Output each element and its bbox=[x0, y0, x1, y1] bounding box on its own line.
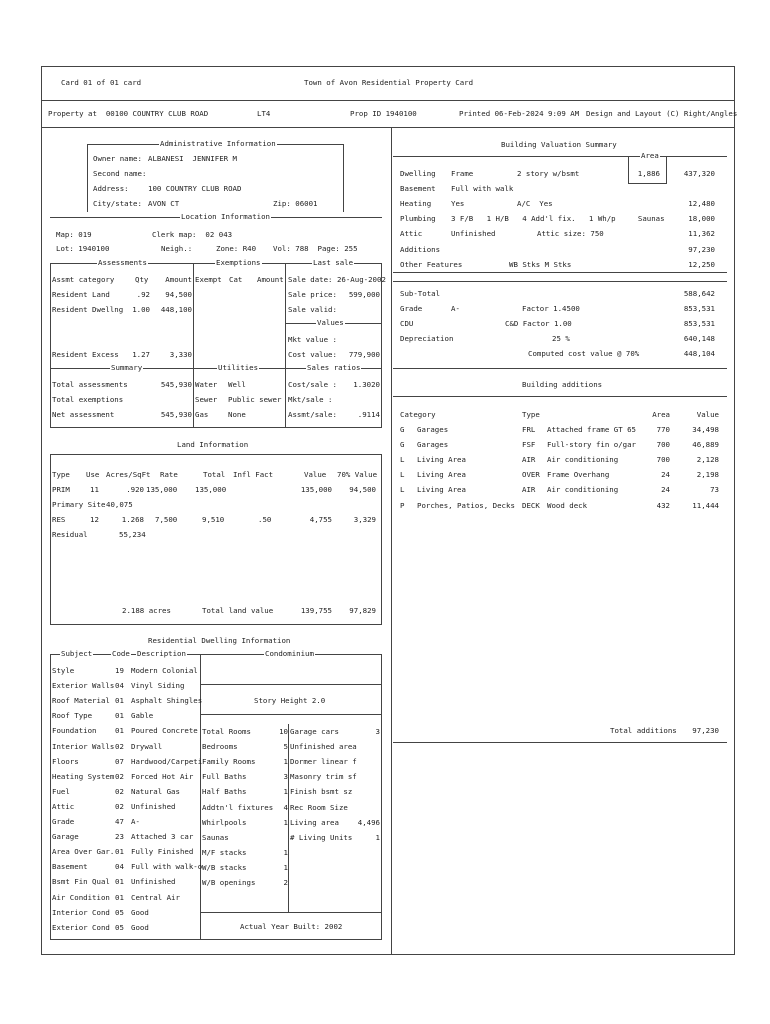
town-title: Town of Avon Residential Property Card bbox=[304, 78, 474, 87]
dwelling-code: 19 bbox=[115, 666, 124, 675]
dwelling-code: 02 bbox=[115, 741, 124, 751]
zone-value: Zone: R40 bbox=[216, 244, 257, 253]
assessments-title: Assessments bbox=[98, 258, 147, 267]
room-label: Total Rooms bbox=[202, 727, 251, 736]
second-name-label: Second name: bbox=[93, 169, 147, 178]
valuation-label: Attic bbox=[400, 229, 423, 239]
exemptions-title: Exemptions bbox=[216, 258, 261, 267]
assmt-sale-label: Assmt/sale: bbox=[288, 410, 337, 419]
land-use: 12 bbox=[90, 515, 99, 524]
room-label: W/B stacks bbox=[202, 862, 247, 872]
description-header: Description bbox=[137, 649, 186, 658]
dwelling-description: Hardwood/Carpeti bbox=[131, 756, 203, 766]
computed-label: Computed cost value @ 70% bbox=[528, 349, 640, 358]
land-value-70: 3,329 bbox=[353, 515, 376, 524]
land-acres: 1.268 bbox=[121, 515, 144, 524]
addition-code: AIR bbox=[522, 485, 536, 495]
divider bbox=[41, 100, 735, 101]
rooms-bottom-line bbox=[200, 912, 382, 913]
depreciation-pct: 25 % bbox=[552, 334, 570, 343]
subject-header: Subject bbox=[61, 649, 93, 658]
city-value: AVON CT bbox=[148, 199, 180, 208]
land-total-value: 139,755 bbox=[300, 606, 332, 615]
area-label: # Living Units bbox=[290, 832, 353, 842]
valuation-amount: 12,480 bbox=[688, 199, 715, 209]
addition-area: 700 bbox=[656, 455, 670, 465]
land-acres-total: 2.188 acres bbox=[122, 606, 171, 615]
zip-value: Zip: 06001 bbox=[273, 199, 318, 208]
summary-title: Summary bbox=[111, 363, 143, 372]
valuation-title: Building Valuation Summary bbox=[501, 140, 617, 149]
land-header-type: Type bbox=[52, 470, 70, 479]
cdu-amount: 853,531 bbox=[683, 319, 715, 328]
dwelling-code: 02 bbox=[115, 801, 124, 811]
valuation-detail: WB Stks M Stks bbox=[509, 259, 572, 269]
area-label: Living area bbox=[290, 817, 339, 827]
condo-line bbox=[200, 714, 382, 715]
property-address: Property at 00100 COUNTRY CLUB ROAD bbox=[48, 109, 209, 118]
mkt-value-label: Mkt value : bbox=[288, 335, 337, 344]
area-label: Finish bsmt sz bbox=[290, 787, 353, 797]
water-value: Well bbox=[228, 380, 246, 389]
area-label: Masonry trim sf bbox=[290, 772, 357, 782]
neigh-label: Neigh.: bbox=[161, 244, 193, 253]
prop-id: Prop ID 1940100 bbox=[350, 109, 417, 118]
dwelling-code: 23 bbox=[115, 832, 124, 842]
room-label: W/B openings bbox=[202, 878, 256, 887]
land-type: Primary Site bbox=[52, 500, 106, 509]
addition-description: Frame Overhang bbox=[547, 470, 610, 480]
room-value: 5 bbox=[283, 742, 288, 752]
room-value: 1 bbox=[283, 862, 288, 872]
addition-code: DECK bbox=[522, 500, 540, 510]
addition-category: Garages bbox=[417, 440, 449, 450]
design-credit: Design and Layout (C) Right/Angles bbox=[586, 109, 738, 118]
land-value-70: 94,500 bbox=[349, 485, 376, 494]
dwelling-subject: Foundation bbox=[52, 726, 97, 736]
condo-line bbox=[200, 684, 382, 685]
dwelling-description: Modern Colonial bbox=[131, 666, 198, 675]
additions-header-value: Value bbox=[696, 410, 719, 419]
land-box bbox=[50, 454, 382, 625]
valuation-amount: 11,362 bbox=[688, 229, 715, 239]
dwelling-subject: Style bbox=[52, 666, 75, 675]
room-label: Saunas bbox=[202, 832, 229, 842]
addition-description: Wood deck bbox=[547, 500, 588, 510]
cost-value: 779,900 bbox=[348, 350, 380, 359]
condo-title: Condominium bbox=[265, 649, 314, 658]
addition-category: Living Area bbox=[417, 455, 466, 465]
dwelling-subject: Air Condition bbox=[52, 892, 110, 902]
dwelling-subject: Bsmt Fin Qual bbox=[52, 877, 110, 887]
valuation-label: Additions bbox=[400, 244, 441, 254]
addition-key: G bbox=[400, 425, 405, 434]
addition-area: 24 bbox=[661, 470, 670, 480]
area-label: Area bbox=[641, 151, 659, 160]
total-assessments-value: 545,930 bbox=[160, 380, 192, 389]
mkt-sale-label: Mkt/sale : bbox=[288, 395, 333, 404]
area-label: Unfinished area bbox=[290, 742, 357, 752]
sewer-label: Sewer bbox=[195, 395, 218, 404]
cost-sale-label: Cost/sale : bbox=[288, 380, 337, 389]
room-label: Bedrooms bbox=[202, 742, 238, 752]
addition-area: 432 bbox=[656, 500, 670, 510]
dwelling-code: 05 bbox=[115, 907, 124, 917]
dwelling-subject: Attic bbox=[52, 801, 75, 811]
dwelling-description: Unfinished bbox=[131, 877, 176, 887]
printed-date: Printed 06-Feb-2024 9:09 AM bbox=[459, 109, 580, 118]
sale-price-value: 599,000 bbox=[348, 290, 380, 299]
dwelling-subject: Exterior Walls bbox=[52, 681, 115, 691]
cd-factor: C&D Factor 1.00 bbox=[505, 319, 572, 328]
valuation-detail: Full with walk bbox=[451, 184, 514, 194]
land-total-70: 97,829 bbox=[349, 606, 376, 615]
assess-excess-amt: 3,330 bbox=[169, 350, 192, 359]
dwelling-description: A- bbox=[131, 817, 140, 826]
code-header: Code bbox=[112, 649, 130, 658]
land-type: PRIM bbox=[52, 485, 70, 494]
sales-ratios-title: Sales ratios bbox=[307, 363, 361, 372]
land-header-total: Total bbox=[203, 470, 226, 479]
dwelling-subject: Area Over Gar. bbox=[52, 847, 115, 857]
land-total-label: Total land value bbox=[202, 606, 274, 615]
lot-code: LT4 bbox=[257, 109, 271, 118]
dwelling-description: Good bbox=[131, 922, 149, 932]
room-label: Half Baths bbox=[202, 787, 247, 797]
dwelling-code: 47 bbox=[115, 817, 124, 826]
dwelling-code: 02 bbox=[115, 771, 124, 781]
area-label: Dormer linear f bbox=[290, 757, 357, 767]
net-assessment-value: 545,930 bbox=[160, 410, 192, 419]
land-infl: .50 bbox=[258, 515, 272, 524]
area-label: Garage cars bbox=[290, 727, 339, 736]
net-assessment-label: Net assessment bbox=[52, 410, 115, 419]
dwelling-description: Vinyl Siding bbox=[131, 681, 185, 691]
grid-divider bbox=[285, 263, 286, 428]
land-acres: .920 bbox=[126, 485, 144, 494]
addition-description: Air conditioning bbox=[547, 455, 619, 465]
total-assessments-label: Total assessments bbox=[52, 380, 128, 389]
dwelling-subject: Exterior Cond bbox=[52, 922, 110, 932]
dwelling-top-line bbox=[50, 654, 382, 655]
dwelling-code: 01 bbox=[115, 847, 124, 857]
addition-key: L bbox=[400, 485, 405, 495]
dwelling-description: Central Air bbox=[131, 892, 180, 902]
card-number: Card 01 of 01 card bbox=[61, 78, 142, 87]
addition-key: P bbox=[400, 500, 405, 510]
story-height: Story Height 2.0 bbox=[254, 696, 326, 705]
valuation-amount: 97,230 bbox=[688, 244, 715, 254]
room-value: 4 bbox=[283, 802, 288, 812]
addition-category: Living Area bbox=[417, 470, 466, 480]
dwelling-description: Unfinished bbox=[131, 801, 176, 811]
addition-code: AIR bbox=[522, 455, 536, 465]
subtotal-label: Sub-Total bbox=[400, 289, 441, 298]
addition-category: Porches, Patios, Decks bbox=[417, 500, 515, 510]
room-value: 3 bbox=[283, 772, 288, 782]
dwelling-subject: Fuel bbox=[52, 786, 70, 796]
admin-title: Administrative Information bbox=[160, 139, 276, 148]
valuation-detail-2: A/C Yes bbox=[517, 199, 553, 209]
dwelling-description: Asphalt Shingles bbox=[131, 696, 203, 706]
dwelling-subject: Floors bbox=[52, 756, 79, 766]
grade-value: A- bbox=[451, 304, 460, 313]
area-label: Rec Room Size bbox=[290, 802, 348, 812]
valuation-label: Plumbing bbox=[400, 214, 436, 224]
addition-key: G bbox=[400, 440, 405, 450]
location-title: Location Information bbox=[181, 212, 270, 221]
valuation-detail-2: 2 story w/bsmt bbox=[517, 169, 580, 178]
addition-description: Full-story fin o/gar bbox=[547, 440, 636, 450]
land-value: 4,755 bbox=[309, 515, 332, 524]
dwelling-code: 01 bbox=[115, 711, 124, 721]
land-header-70: 70% Value bbox=[337, 470, 378, 479]
area-value: 3 bbox=[375, 727, 380, 736]
clerk-map: Clerk map: 02 043 bbox=[152, 230, 233, 239]
assess-row-2-qty: 1.00 bbox=[132, 305, 150, 314]
dwelling-subject: Heating System bbox=[52, 771, 115, 781]
total-exemptions-label: Total exemptions bbox=[52, 395, 124, 404]
subtotal-value: 588,642 bbox=[683, 289, 715, 298]
addition-area: 700 bbox=[656, 440, 670, 450]
dwelling-description: Fully Finished bbox=[131, 847, 194, 857]
land-acres: 40,075 bbox=[106, 500, 133, 509]
land-total: 135,000 bbox=[195, 485, 227, 494]
dwelling-code: 05 bbox=[115, 922, 124, 932]
room-label: Whirlpools bbox=[202, 817, 247, 827]
room-value: 10 bbox=[279, 727, 288, 736]
addition-value: 73 bbox=[710, 485, 719, 495]
assess-row-2-cat: Resident Dwellng bbox=[52, 305, 124, 314]
dwelling-description: Attached 3 car bbox=[131, 832, 194, 842]
valuation-amount: 12,250 bbox=[688, 259, 715, 269]
exempt-header: Exempt bbox=[195, 275, 222, 284]
computed-value: 448,104 bbox=[683, 349, 715, 358]
dwelling-subject: Garage bbox=[52, 832, 79, 842]
room-value: 2 bbox=[283, 878, 288, 887]
addition-category: Garages bbox=[417, 425, 449, 434]
addition-code: FSF bbox=[522, 440, 536, 450]
utilities-title: Utilities bbox=[218, 363, 259, 372]
addition-key: L bbox=[400, 470, 405, 480]
land-header-acres: Acres/SqFt bbox=[106, 470, 151, 479]
column-divider bbox=[391, 127, 392, 955]
assmt-sale-value: .9114 bbox=[357, 410, 380, 419]
dwelling-description: Drywall bbox=[131, 741, 163, 751]
sale-price-label: Sale price: bbox=[288, 290, 337, 299]
additions-title: Building additions bbox=[522, 380, 603, 389]
exempt-cat-header: Cat bbox=[229, 275, 243, 284]
land-rate: 7,500 bbox=[155, 515, 178, 524]
values-title: Values bbox=[317, 318, 344, 327]
dwelling-description: Forced Hot Air bbox=[131, 771, 194, 781]
lot-value: Lot: 1940100 bbox=[56, 244, 110, 253]
qty-header: Qty bbox=[135, 275, 149, 284]
assess-excess-cat: Resident Excess bbox=[52, 350, 119, 359]
room-label: M/F stacks bbox=[202, 847, 247, 857]
room-label: Full Baths bbox=[202, 772, 247, 782]
dwelling-subject: Roof Material bbox=[52, 696, 110, 706]
area-value: 1 bbox=[375, 832, 380, 842]
rooms-divider bbox=[288, 724, 289, 912]
addition-value: 2,198 bbox=[696, 470, 719, 480]
address-value: 100 COUNTRY CLUB ROAD bbox=[148, 184, 242, 193]
exempt-amount-header: Amount bbox=[257, 275, 284, 284]
addition-key: L bbox=[400, 455, 405, 465]
grade-factor: Factor 1.4500 bbox=[522, 304, 580, 313]
addition-description: Attached frame GT 65 bbox=[547, 425, 636, 434]
room-value: 1 bbox=[283, 787, 288, 797]
land-header-use: Use bbox=[86, 470, 100, 479]
amount-header: Amount bbox=[165, 275, 192, 284]
sewer-value: Public sewer bbox=[228, 395, 282, 404]
grade-label: Grade bbox=[400, 304, 423, 313]
land-acres: 55,234 bbox=[119, 530, 146, 539]
additions-header-area: Area bbox=[652, 410, 670, 419]
sale-date: Sale date: 26-Aug-2002 bbox=[288, 275, 386, 284]
room-value: 1 bbox=[283, 757, 288, 767]
water-label: Water bbox=[195, 380, 218, 389]
valuation-detail: Yes bbox=[451, 199, 465, 209]
last-sale-title: Last sale bbox=[313, 258, 354, 267]
land-header-value: Value bbox=[304, 470, 327, 479]
dwelling-code: 02 bbox=[115, 786, 124, 796]
valuation-label: Basement bbox=[400, 184, 436, 194]
addition-value: 11,444 bbox=[692, 500, 719, 510]
valuation-amount: 18,000 bbox=[688, 214, 715, 224]
dwelling-code: 01 bbox=[115, 696, 124, 706]
grid-divider bbox=[193, 263, 194, 428]
sale-valid-label: Sale valid: bbox=[288, 305, 337, 314]
dwelling-code: 01 bbox=[115, 877, 124, 887]
assess-row-2-amt: 448,100 bbox=[160, 305, 192, 314]
dwelling-description: Gable bbox=[131, 711, 154, 721]
assess-row-1-qty: .92 bbox=[136, 290, 150, 299]
addition-description: Air conditioning bbox=[547, 485, 619, 495]
addition-value: 34,498 bbox=[692, 425, 719, 434]
dwelling-subject: Basement bbox=[52, 862, 88, 872]
owner-name: ALBANESI JENNIFER M bbox=[148, 154, 237, 163]
cost-value-label: Cost value: bbox=[288, 350, 337, 359]
depreciation-amount: 640,148 bbox=[683, 334, 715, 343]
dwelling-title: Residential Dwelling Information bbox=[148, 636, 291, 645]
land-type: Residual bbox=[52, 530, 88, 539]
addition-code: FRL bbox=[522, 425, 536, 434]
assess-excess-qty: 1.27 bbox=[132, 350, 150, 359]
valuation-label: Dwelling bbox=[400, 169, 436, 178]
additions-header-category: Category bbox=[400, 410, 436, 419]
valuation-detail: Unfinished bbox=[451, 229, 496, 239]
additions-header-type: Type bbox=[522, 410, 540, 419]
room-value: 1 bbox=[283, 847, 288, 857]
area-value: 1,886 bbox=[637, 169, 660, 178]
addition-area: 24 bbox=[661, 485, 670, 495]
dwelling-subject: Interior Walls bbox=[52, 741, 115, 751]
land-header-infl: Infl Fact bbox=[233, 470, 274, 479]
addition-area: 770 bbox=[656, 425, 670, 434]
assess-row-1-cat: Resident Land bbox=[52, 290, 110, 299]
additions-total-value: 97,230 bbox=[692, 726, 719, 735]
addition-value: 46,889 bbox=[692, 440, 719, 450]
valuation-detail: Frame bbox=[451, 169, 474, 178]
dwelling-code: 04 bbox=[115, 862, 124, 872]
map-value: Map: 019 bbox=[56, 230, 92, 239]
dwelling-subject: Interior Cond bbox=[52, 907, 110, 917]
cdu-label: CDU bbox=[400, 319, 414, 328]
assess-row-1-amt: 94,500 bbox=[165, 290, 192, 299]
land-type: RES bbox=[52, 515, 66, 524]
depreciation-label: Depreciation bbox=[400, 334, 454, 343]
gas-label: Gas bbox=[195, 410, 209, 419]
gas-value: None bbox=[228, 410, 246, 419]
dwelling-subject: Roof Type bbox=[52, 711, 93, 721]
dwelling-code: 01 bbox=[115, 892, 124, 902]
dwelling-code: 04 bbox=[115, 681, 124, 691]
year-built: Actual Year Built: 2002 bbox=[240, 922, 343, 931]
addition-code: OVER bbox=[522, 470, 540, 480]
room-label: Addtn'l fixtures bbox=[202, 802, 274, 812]
valuation-detail: 3 F/B 1 H/B 4 Add'l fix. 1 Wh/p Saunas bbox=[451, 214, 665, 224]
land-use: 11 bbox=[90, 485, 99, 494]
land-title: Land Information bbox=[177, 440, 249, 449]
additions-total-label: Total additions bbox=[610, 726, 677, 735]
dwelling-description: Good bbox=[131, 907, 149, 917]
addition-category: Living Area bbox=[417, 485, 466, 495]
assmt-category-header: Assmt category bbox=[52, 275, 115, 284]
valuation-label: Heating bbox=[400, 199, 432, 209]
room-value: 1 bbox=[283, 817, 288, 827]
land-header-rate: Rate bbox=[160, 470, 178, 479]
cost-sale-value: 1.3020 bbox=[353, 380, 380, 389]
dwelling-subject: Grade bbox=[52, 817, 75, 826]
vol-page: Vol: 788 Page: 255 bbox=[273, 244, 358, 253]
dwelling-code: 01 bbox=[115, 726, 124, 736]
dwelling-description: Full with walk-o bbox=[131, 862, 203, 872]
valuation-label: Other Features bbox=[400, 259, 463, 269]
room-label: Family Rooms bbox=[202, 757, 256, 767]
valuation-amount: 437,320 bbox=[683, 169, 715, 178]
address-label: Address: bbox=[93, 184, 129, 193]
divider bbox=[41, 127, 735, 128]
dwelling-code: 07 bbox=[115, 756, 124, 766]
area-value: 4,496 bbox=[357, 817, 380, 827]
city-label: City/state: bbox=[93, 199, 142, 208]
grade-amount: 853,531 bbox=[683, 304, 715, 313]
dwelling-description: Natural Gas bbox=[131, 786, 180, 796]
land-rate: 135,000 bbox=[146, 485, 178, 494]
owner-label: Owner name: bbox=[93, 154, 142, 163]
land-value: 135,000 bbox=[300, 485, 332, 494]
land-total: 9,510 bbox=[202, 515, 225, 524]
addition-value: 2,128 bbox=[696, 455, 719, 465]
valuation-detail-2: Attic size: 750 bbox=[537, 229, 604, 239]
dwelling-description: Poured Concrete bbox=[131, 726, 198, 736]
